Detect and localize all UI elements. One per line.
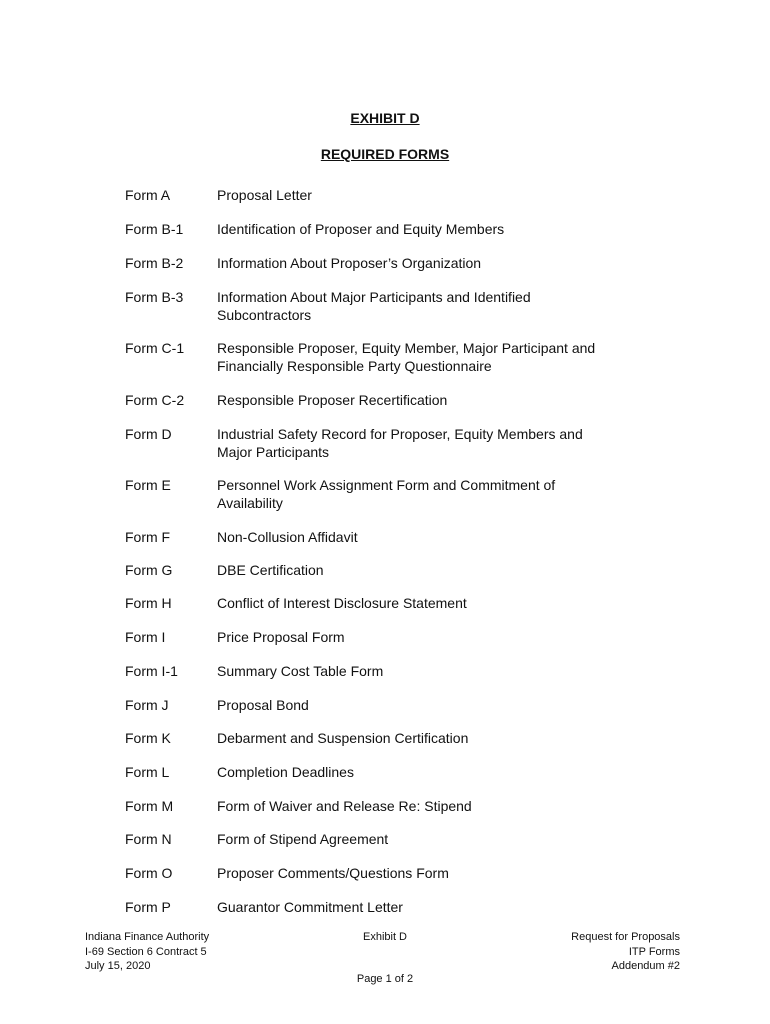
form-id: Form O [125, 865, 173, 881]
form-title: Debarment and Suspension Certification [217, 730, 469, 746]
form-title [217, 288, 647, 324]
form-title: Guarantor Commitment Letter [217, 899, 403, 915]
form-title: Responsible Proposer Recertification [217, 392, 448, 408]
form-title: Form of Waiver and Release Re: Stipend [217, 798, 472, 814]
form-title-line: Major Participants [217, 444, 330, 460]
form-title-line: Responsible Proposer, Equity Member, Major Participant and [217, 340, 596, 356]
form-title-line: Industrial Safety Record for Proposer, Equity Members and [217, 426, 583, 442]
form-title: Conflict of Interest Disclosure Statement [217, 595, 467, 611]
footer-date: July 15, 2020 [85, 960, 151, 972]
form-title: Proposal Letter [217, 187, 312, 203]
form-id: Form F [125, 529, 171, 545]
form-title: DBE Certification [217, 562, 324, 578]
form-title: Price Proposal Form [217, 629, 345, 645]
form-id: Form G [125, 562, 173, 578]
form-title: Information About Proposer’s Organization [217, 255, 482, 271]
form-id: Form E [125, 477, 171, 493]
footer-itp: ITP Forms [628, 945, 680, 958]
form-title-line: Information About Major Participants and Identified [217, 289, 531, 305]
footer-exhibit: Exhibit D [362, 931, 408, 943]
footer-authority: Indiana Finance Authority [85, 931, 210, 943]
form-id: Form D [125, 426, 172, 442]
form-id: Form M [125, 798, 174, 814]
form-id: Form L [125, 764, 170, 780]
form-title-line: Availability [217, 495, 283, 511]
form-title: Form of Stipend Agreement [217, 831, 389, 847]
form-id: Form I [125, 629, 166, 645]
form-title [217, 425, 647, 461]
form-title-line: Financially Responsible Party Questionnaire [217, 358, 492, 374]
form-title [217, 339, 647, 375]
form-id: Form B-1 [125, 221, 184, 237]
footer-contract: I-69 Section 6 Contract 5 [85, 945, 207, 958]
form-id: Form K [125, 730, 171, 746]
form-id: Form P [125, 899, 171, 915]
footer-addendum: Addendum #2 [611, 960, 680, 972]
form-id: Form A [125, 187, 171, 203]
footer-right [571, 930, 680, 974]
form-id: Form B-2 [125, 255, 184, 271]
form-id: Form B-3 [125, 289, 184, 305]
form-id: Form J [125, 697, 169, 713]
form-id: Form C-1 [125, 340, 185, 356]
form-title-line: Personnel Work Assignment Form and Commitment of [217, 477, 556, 493]
form-title [217, 476, 647, 512]
form-title: Identification of Proposer and Equity Members [217, 221, 505, 237]
form-title-line: Subcontractors [217, 307, 312, 323]
form-id: Form N [125, 831, 172, 847]
page-number: Page 1 of 2 [356, 973, 414, 985]
exhibit-title: EXHIBIT D [350, 110, 420, 126]
form-id: Form H [125, 595, 172, 611]
form-id: Form I-1 [125, 663, 178, 679]
form-title: Proposer Comments/Questions Form [217, 865, 449, 881]
form-id: Form C-2 [125, 392, 185, 408]
form-title: Completion Deadlines [217, 764, 354, 780]
section-title: REQUIRED FORMS [320, 146, 450, 162]
form-title: Non-Collusion Affidavit [217, 529, 358, 545]
form-title: Proposal Bond [217, 697, 309, 713]
form-title: Summary Cost Table Form [217, 663, 384, 679]
footer-rfp: Request for Proposals [571, 931, 680, 943]
